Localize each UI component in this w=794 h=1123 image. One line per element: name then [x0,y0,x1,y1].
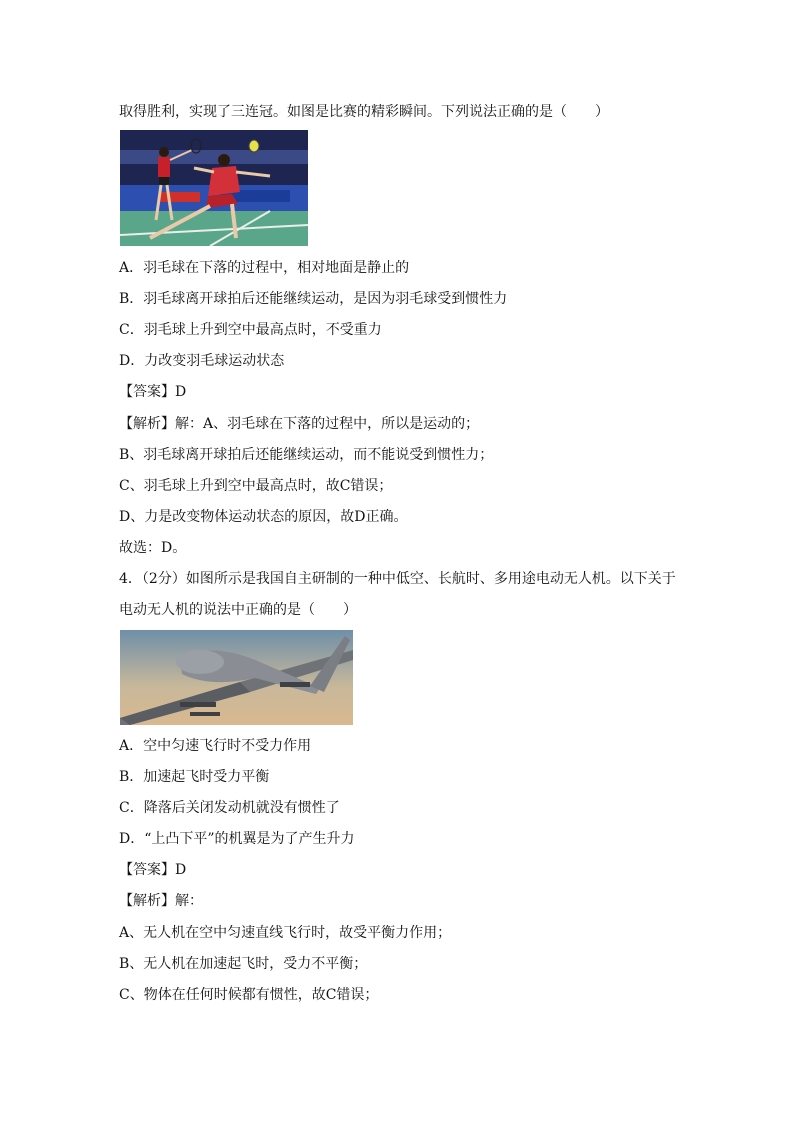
q4-option-b: B．加速起飞时受力平衡 [119,769,270,785]
q3-conclusion: 故选：D。 [119,540,187,556]
q3-option-a: A．羽毛球在下落的过程中，相对地面是静止的 [119,260,410,276]
q3-analysis-line: 【解析】解：A、羽毛球在下落的过程中，所以是运动的； [119,416,480,432]
q4-analysis-line: A、无人机在空中匀速直线飞行时，故受平衡力作用； [119,925,452,941]
q4-analysis-line: C、物体在任何时候都有惯性，故C错误； [119,987,379,1003]
q4-option-a: A．空中匀速飞行时不受力作用 [119,738,312,754]
q3-analysis-line: C、羽毛球上升到空中最高点时，故C错误； [119,478,393,494]
q4-stem: 电动无人机的说法中正确的是（ ） [119,602,357,618]
drone-photo [120,630,353,725]
q3-option-c: C．羽毛球上升到空中最高点时，不受重力 [119,322,382,338]
q3-stem: 取得胜利，实现了三连冠。如图是比赛的精彩瞬间。下列说法正确的是（ ） [119,104,609,120]
q3-answer: 【答案】D [119,384,187,400]
q4-analysis-line: B、无人机在加速起飞时，受力不平衡； [119,956,368,972]
q4-analysis-line: 【解析】解： [119,893,203,909]
badminton-photo [120,130,308,246]
q4-stem: 4．（2分）如图所示是我国自主研制的一种中低空、长航时、多用途电动无人机。以下关于 [119,571,676,587]
q4-option-c: C．降落后关闭发动机就没有惯性了 [119,800,340,816]
q3-option-b: B．羽毛球离开球拍后还能继续运动，是因为羽毛球受到惯性力 [119,291,508,307]
q4-option-d: D．“上凸下平”的机翼是为了产生升力 [119,831,355,847]
q3-analysis-line: D、力是改变物体运动状态的原因，故D正确。 [119,509,408,525]
q3-analysis-line: B、羽毛球离开球拍后还能继续运动，而不能说受到惯性力； [119,447,494,463]
q3-option-d: D．力改变羽毛球运动状态 [119,353,285,369]
q4-answer: 【答案】D [119,862,187,878]
